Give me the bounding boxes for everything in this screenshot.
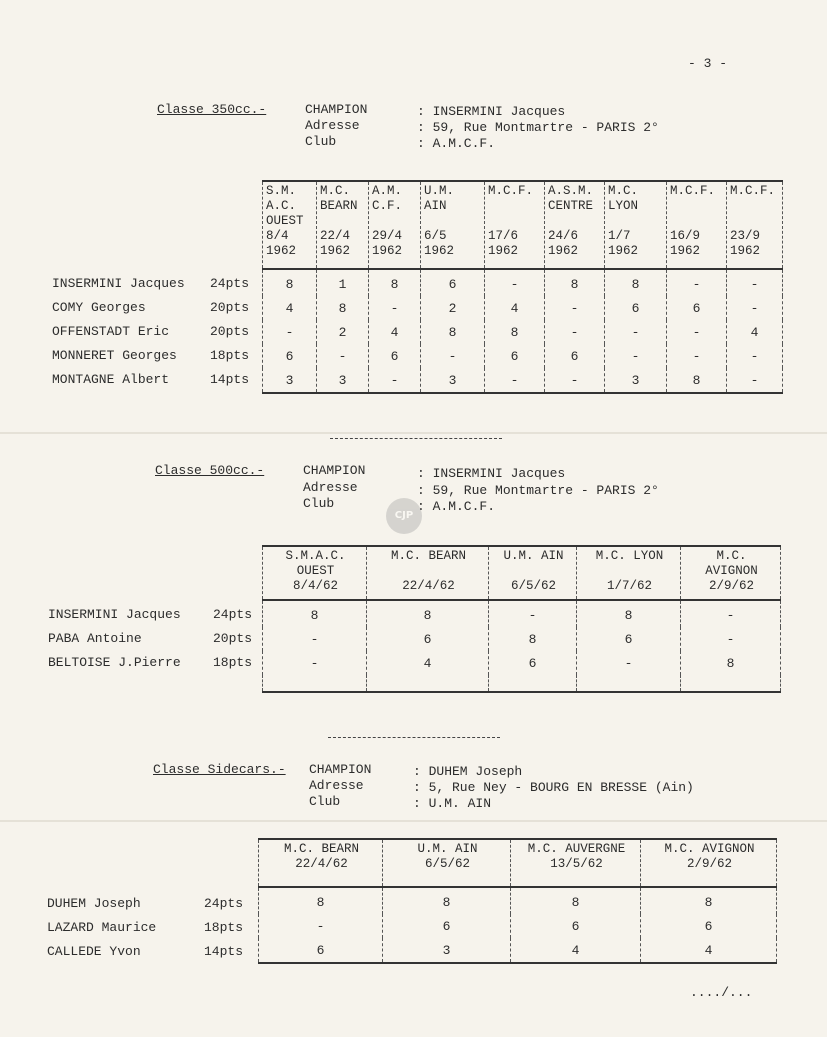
address-label: Adresse — [305, 118, 360, 133]
rider-row — [48, 627, 263, 651]
result-cell: 8 — [489, 627, 577, 651]
result-cell: 3 — [263, 368, 317, 393]
results-table — [258, 838, 777, 964]
result-cell: 8 — [263, 600, 367, 627]
champion-label: CHAMPION — [303, 463, 366, 478]
result-cell: 6 — [263, 344, 317, 368]
result-cell: 8 — [367, 600, 489, 627]
blank-cell — [489, 675, 577, 692]
result-cell: 3 — [383, 938, 511, 963]
blank-row — [263, 675, 781, 692]
class-title: Classe Sidecars.- — [153, 762, 286, 777]
rider-points: 20pts — [210, 324, 250, 339]
result-cell: 6 — [667, 296, 727, 320]
rider-name: MONTAGNE Albert — [52, 372, 170, 387]
rider-name: DUHEM Joseph — [47, 896, 141, 911]
event-header: S.M.A.C. OUEST 8/4/62 — [263, 546, 367, 600]
result-cell: - — [369, 368, 421, 393]
rider-row — [52, 368, 262, 392]
result-cell: - — [545, 320, 605, 344]
result-cell: 8 — [421, 320, 485, 344]
blank-cell — [263, 675, 367, 692]
event-header: M.C.F. 23/9 1962 — [727, 181, 783, 269]
result-cell: 8 — [317, 296, 369, 320]
result-cell: 6 — [511, 914, 641, 938]
rider-name: INSERMINI Jacques — [48, 607, 181, 622]
result-cell: 6 — [641, 914, 777, 938]
blank-cell — [681, 675, 781, 692]
result-cell: 8 — [641, 887, 777, 914]
result-cell: 8 — [511, 887, 641, 914]
result-cell: - — [667, 344, 727, 368]
result-cell: - — [727, 344, 783, 368]
result-cell: - — [667, 269, 727, 296]
result-cell: 8 — [485, 320, 545, 344]
result-cell: - — [727, 368, 783, 393]
event-header: M.C. LYON 1/7 1962 — [605, 181, 667, 269]
result-cell: 8 — [545, 269, 605, 296]
result-cell: 4 — [485, 296, 545, 320]
result-cell: - — [421, 344, 485, 368]
continuation-mark: ..../... — [690, 985, 753, 1000]
result-cell: 4 — [511, 938, 641, 963]
rider-points: 14pts — [210, 372, 250, 387]
rider-name: LAZARD Maurice — [47, 920, 157, 935]
rider-points: 18pts — [210, 348, 250, 363]
result-cell: - — [727, 269, 783, 296]
blank-cell — [367, 675, 489, 692]
result-cell: - — [259, 914, 383, 938]
event-header: M.C.F. 17/6 1962 — [485, 181, 545, 269]
result-cell: - — [485, 368, 545, 393]
rider-points: 20pts — [213, 631, 253, 646]
rider-row — [47, 892, 257, 916]
rider-points: 24pts — [204, 896, 244, 911]
event-header: A.M. C.F. 29/4 1962 — [369, 181, 421, 269]
result-cell: - — [263, 627, 367, 651]
result-cell: 6 — [259, 938, 383, 963]
rider-row — [47, 940, 257, 964]
result-row — [263, 368, 783, 393]
paper-fold — [0, 820, 827, 822]
address-value: : 59, Rue Montmartre - PARIS 2° — [417, 120, 659, 135]
result-cell: 8 — [263, 269, 317, 296]
champion-value: : INSERMINI Jacques — [417, 466, 566, 481]
event-header: M.C. LYON 1/7/62 — [577, 546, 681, 600]
result-cell: 6 — [485, 344, 545, 368]
result-cell: - — [263, 651, 367, 675]
rider-name: OFFENSTADT Eric — [52, 324, 170, 339]
rider-points: 18pts — [213, 655, 253, 670]
class-title: Classe 350cc.- — [157, 102, 267, 117]
result-cell: - — [317, 344, 369, 368]
result-cell: - — [485, 269, 545, 296]
rider-name: PABA Antoine — [48, 631, 142, 646]
result-cell: 8 — [369, 269, 421, 296]
result-cell: - — [545, 368, 605, 393]
result-row — [259, 914, 777, 938]
result-cell: 6 — [383, 914, 511, 938]
address-label: Adresse — [309, 778, 364, 793]
results-table — [262, 180, 783, 394]
result-cell: 6 — [421, 269, 485, 296]
result-cell: - — [727, 296, 783, 320]
result-row — [263, 320, 783, 344]
result-cell: - — [681, 600, 781, 627]
result-cell: 8 — [681, 651, 781, 675]
section-separator — [330, 438, 502, 439]
result-cell: - — [369, 296, 421, 320]
club-value: : A.M.C.F. — [417, 136, 496, 151]
result-cell: 6 — [369, 344, 421, 368]
paper-fold — [0, 432, 827, 434]
address-value: : 59, Rue Montmartre - PARIS 2° — [417, 483, 659, 498]
rider-row — [52, 320, 262, 344]
result-cell: - — [577, 651, 681, 675]
result-cell: 8 — [577, 600, 681, 627]
address-value: : 5, Rue Ney - BOURG EN BRESSE (Ain) — [413, 780, 694, 795]
event-header: U.M. AIN 6/5/62 — [489, 546, 577, 600]
blank-cell — [577, 675, 681, 692]
champion-label: CHAMPION — [305, 102, 368, 117]
rider-list — [52, 272, 262, 392]
result-row — [259, 887, 777, 914]
section-separator — [328, 737, 500, 738]
rider-row — [52, 272, 262, 296]
event-header: U.M. AIN 6/5/62 — [383, 839, 511, 887]
result-cell: 6 — [577, 627, 681, 651]
library-stamp: CJP — [386, 498, 422, 534]
result-cell: - — [489, 600, 577, 627]
event-header: M.C. AUVERGNE 13/5/62 — [511, 839, 641, 887]
result-cell: - — [263, 320, 317, 344]
rider-name: INSERMINI Jacques — [52, 276, 185, 291]
event-header: M.C. BEARN 22/4 1962 — [317, 181, 369, 269]
result-cell: 4 — [727, 320, 783, 344]
event-header: A.S.M. CENTRE 24/6 1962 — [545, 181, 605, 269]
result-cell: 1 — [317, 269, 369, 296]
rider-name: MONNERET Georges — [52, 348, 177, 363]
event-header: U.M. AIN 6/5 1962 — [421, 181, 485, 269]
rider-points: 24pts — [213, 607, 253, 622]
result-cell: 6 — [545, 344, 605, 368]
event-header: M.C. AVIGNON 2/9/62 — [641, 839, 777, 887]
event-header: M.C. BEARN 22/4/62 — [367, 546, 489, 600]
result-cell: 4 — [263, 296, 317, 320]
result-cell: 4 — [641, 938, 777, 963]
page-number: - 3 - — [688, 56, 728, 71]
result-cell: 8 — [383, 887, 511, 914]
class-title: Classe 500cc.- — [155, 463, 265, 478]
rider-row — [48, 651, 263, 675]
result-cell: 8 — [605, 269, 667, 296]
result-cell: - — [681, 627, 781, 651]
result-cell: 8 — [259, 887, 383, 914]
rider-row — [52, 296, 262, 320]
result-cell: - — [545, 296, 605, 320]
club-label: Club — [303, 496, 335, 511]
champion-value: : DUHEM Joseph — [413, 764, 523, 779]
rider-row — [47, 916, 257, 940]
club-value: : A.M.C.F. — [417, 499, 496, 514]
result-cell: 6 — [605, 296, 667, 320]
result-row — [259, 938, 777, 963]
rider-row — [48, 603, 263, 627]
result-cell: 6 — [367, 627, 489, 651]
rider-list — [47, 892, 257, 964]
result-row — [263, 651, 781, 675]
result-cell: 8 — [667, 368, 727, 393]
rider-points: 24pts — [210, 276, 250, 291]
champion-value: : INSERMINI Jacques — [417, 104, 566, 119]
result-cell: 3 — [605, 368, 667, 393]
result-cell: 6 — [489, 651, 577, 675]
club-value: : U.M. AIN — [413, 796, 492, 811]
result-cell: 3 — [317, 368, 369, 393]
result-cell: - — [667, 320, 727, 344]
rider-row — [52, 344, 262, 368]
result-cell: 3 — [421, 368, 485, 393]
rider-points: 20pts — [210, 300, 250, 315]
result-cell: 4 — [367, 651, 489, 675]
rider-name: COMY Georges — [52, 300, 146, 315]
event-header: S.M. A.C. OUEST 8/4 1962 — [263, 181, 317, 269]
result-row — [263, 269, 783, 296]
rider-list — [48, 603, 263, 675]
results-table — [262, 545, 781, 693]
rider-points: 14pts — [204, 944, 244, 959]
club-label: Club — [309, 794, 341, 809]
result-cell: 4 — [369, 320, 421, 344]
result-row — [263, 296, 783, 320]
result-cell: 2 — [421, 296, 485, 320]
event-header: M.C.F. 16/9 1962 — [667, 181, 727, 269]
champion-label: CHAMPION — [309, 762, 372, 777]
event-header: M.C. BEARN 22/4/62 — [259, 839, 383, 887]
rider-name: CALLEDE Yvon — [47, 944, 141, 959]
result-row — [263, 600, 781, 627]
result-cell: - — [605, 320, 667, 344]
rider-points: 18pts — [204, 920, 244, 935]
result-cell: - — [605, 344, 667, 368]
result-row — [263, 627, 781, 651]
club-label: Club — [305, 134, 337, 149]
address-label: Adresse — [303, 480, 358, 495]
result-row — [263, 344, 783, 368]
event-header: M.C. AVIGNON 2/9/62 — [681, 546, 781, 600]
result-cell: 2 — [317, 320, 369, 344]
rider-name: BELTOISE J.Pierre — [48, 655, 181, 670]
